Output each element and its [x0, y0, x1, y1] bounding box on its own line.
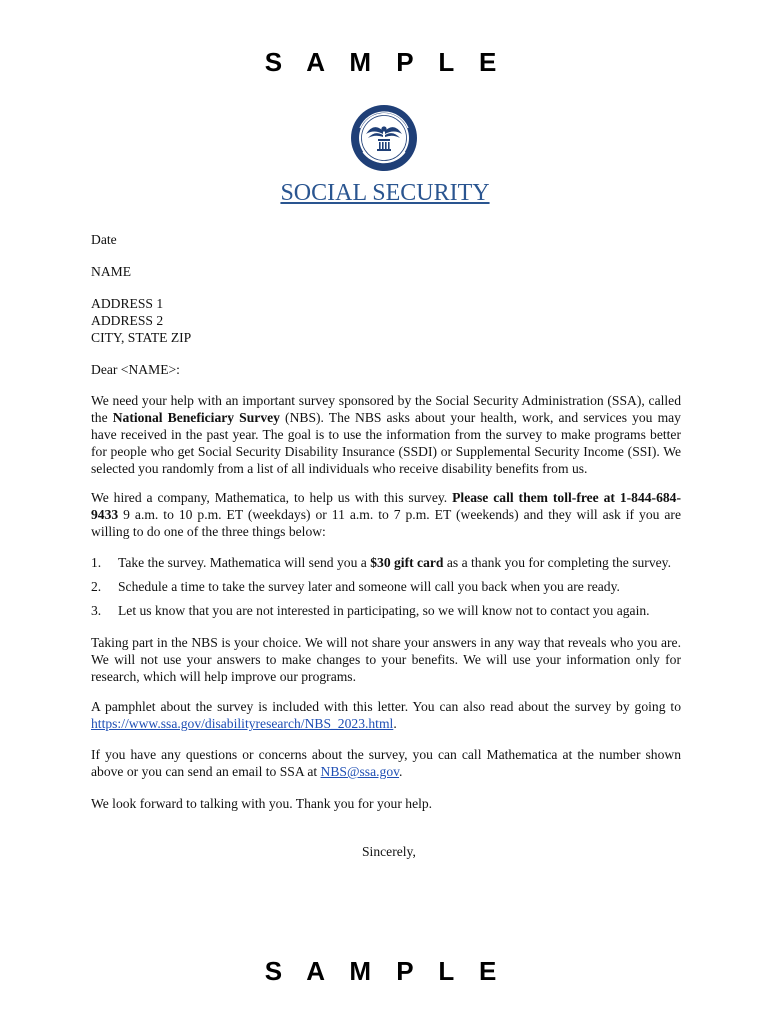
list-text: Take the survey. Mathematica will send you a $30 gift card as a thank you for completing the survey.	[118, 555, 671, 570]
ssa-seal-icon	[350, 104, 418, 172]
gift-card-amount: $30 gift card	[370, 555, 444, 570]
sample-watermark-top: S A M P L E	[264, 47, 506, 77]
list-number: 2.	[91, 579, 102, 594]
list-text: Schedule a time to take the survey later and someone will call you back when you are ready.	[118, 579, 620, 594]
survey-info-link[interactable]: https://www.ssa.gov/disabilityresearch/NBS_2023.html	[91, 716, 394, 731]
list-number: 1.	[91, 555, 102, 570]
date-line: Date	[91, 232, 117, 247]
intro-survey-name: National Beneficiary Survey	[112, 410, 280, 425]
contact-text-a: We hired a company, Mathematica, to help us with this survey.	[91, 490, 453, 505]
recipient-address1: ADDRESS 1	[91, 296, 164, 311]
agency-title: SOCIAL SECURITY	[280, 180, 490, 206]
email-link[interactable]: NBS@ssa.gov	[320, 764, 400, 779]
paragraph-questions: If you have any questions or concerns about the survey, you can call Mathematica at the number shown above or you can send an email to SSA at NBS@ssa.gov.	[91, 747, 681, 779]
closing: Sincerely,	[362, 844, 416, 859]
recipient-name: NAME	[91, 264, 132, 279]
intro-text-a: We need your help with an important survey sponsored by the Social Security Administration (SSA), called the	[91, 393, 681, 425]
recipient-city-state-zip: CITY, STATE ZIP	[91, 330, 192, 345]
paragraph-intro	[91, 392, 681, 477]
contact-text-b: 9 a.m. to 10 p.m. ET (weekdays) or 11 a.m. to 7 p.m. ET (weekends) and they will ask if you are willing to do one of the three things below:	[91, 507, 681, 539]
list-text: Let us know that you are not interested in participating, so we will know not to contact you again.	[118, 603, 650, 618]
recipient-address2: ADDRESS 2	[91, 313, 164, 328]
paragraph-pamphlet: A pamphlet about the survey is included with this letter. You can also read about the survey by going to https://www.ssa.gov/disabilityresearch/NBS_2023.html.	[91, 699, 681, 731]
pamphlet-text-a: A pamphlet about the survey is included with this letter. You can also read about the survey by going to	[91, 699, 681, 714]
sample-watermark-bottom: S A M P L E	[264, 956, 506, 986]
contact-phone: Please call them toll-free at 1-844-684-9433	[91, 490, 682, 522]
intro-text-b: (NBS). The NBS asks about your health, work, and services you may have received in the past year. The goal is to use the information from the survey to make programs better for people who get Social Security Disability Insurance (SSDI) or Supplemental Security Income (SSI). We selected you randomly from a list of all individuals who receive disability benefits from us.	[91, 410, 681, 476]
salutation: Dear <NAME>:	[91, 362, 180, 377]
questions-text-a: If you have any questions or concerns about the survey, you can call Mathematica at the number shown above or you can send an email to SSA at	[91, 747, 681, 779]
list-number: 3.	[91, 603, 102, 618]
paragraph-thanks: We look forward to talking with you. Thank you for your help.	[91, 796, 433, 811]
paragraph-privacy: Taking part in the NBS is your choice. We will not share your answers in any way that reveals who you are. We will not use your answers to make changes to your benefits. We will use your information only for research, which will help improve our programs.	[91, 635, 681, 684]
paragraph-contact	[91, 489, 681, 540]
